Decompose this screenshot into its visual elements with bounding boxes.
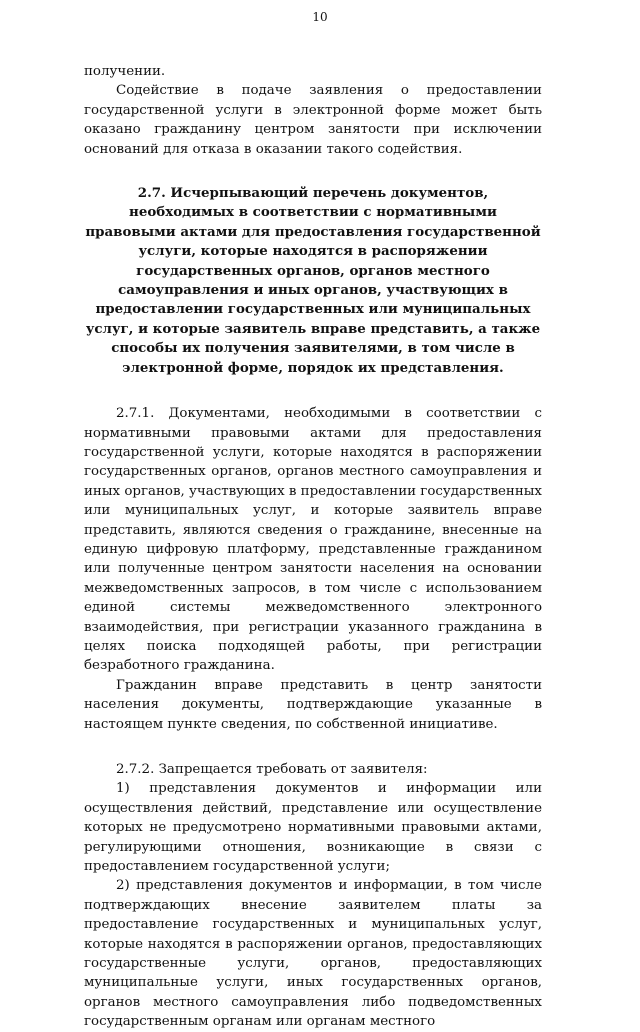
paragraph-2-7-1: 2.7.1. Документами, необходимыми в соответствии с нормативными правовыми актами для предоставления государственной услуги, которые находятся в распоряжении государственных органов, органов местного самоуправления и иных органов, участвующих в предоставлении государственных или муниципальных услуг, и которые заявитель вправе представить, являются сведения о гражданине, внесенные на единую цифровую платформу, представленные гражданином или полученные центром занятости населения на основании межведомственных запросов, в том числе с использованием единой системы межведомственного электронного взаимодействия, при регистрации указанного гражданина в целях поиска подходящей работы, при регистрации безработного гражданина. <box>84 406 542 674</box>
paragraph-assistance: Содействие в подаче заявления о предоставлении государственной услуги в электронной форме может быть оказано гражданину центром занятости при исключении оснований для отказа в оказании такого содействия. <box>84 83 542 157</box>
page-number: 10 <box>312 10 328 24</box>
paragraph-continuation: получении. <box>84 64 166 79</box>
paragraph-2-7-2: 2.7.2. Запрещается требовать от заявителя: <box>116 762 428 777</box>
paragraph-citizen-right: Гражданин вправе представить в центр занятости населения документы, подтверждающие указанные в настоящем пункте сведения, по собственной инициативе. <box>84 677 542 732</box>
section-heading-2-7: 2.7. Исчерпывающий перечень документов, необходимых в соответствии с нормативными правовыми актами для предоставления государственной услуги, которые находятся в распоряжении государственных органов, органов местного самоуправления и иных органов, участвующих в предоставлении государственных или муниципальных услуг, и которые заявитель вправе представить, а также способы их получения заявителями, в том числе в электронной форме, порядок их представления. <box>85 185 541 376</box>
list-item-1: 1) представления документов и информации или осуществления действий, представление или осуществление которых не предусмотрено нормативными правовыми актами, регулирующими отношения, возникающие в связи с предоставлением государственной услуги; <box>84 781 542 875</box>
page-content <box>84 62 542 1032</box>
list-item-2: 2) представления документов и информации, в том числе подтверждающих внесение заявителем платы за предоставление государственных и муниципальных услуг, которые находятся в распоряжении органов, предоставляющих государственные услуги, органов, предоставляющих муниципальные услуги, иных государственных органов, органов местного самоуправления либо подведомственных государственным органам или органам местного <box>84 878 542 1030</box>
